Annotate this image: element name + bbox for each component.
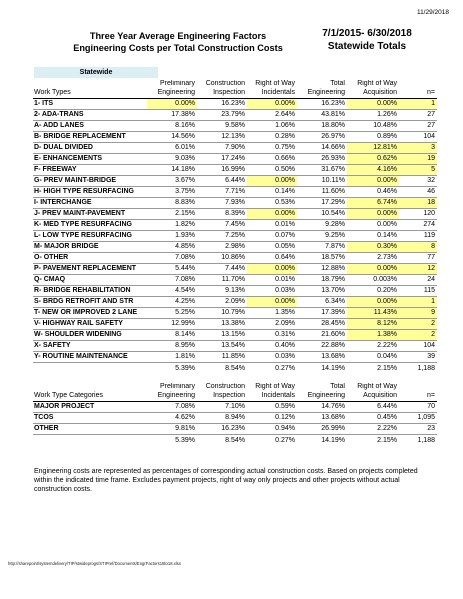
cell-prelim: 7.08% [147,402,197,413]
row-label: 1- ITS [33,99,147,110]
row-label: R- BRIDGE REHABILITATION [33,286,147,297]
cell-prelim: 0.00% [147,99,197,110]
cell-acq: 8.12% [347,319,399,330]
cell-prelim: 2.15% [147,209,197,220]
cell-constr: 8.94% [197,413,247,424]
cell-row: 0.14% [247,187,297,198]
cell-constr: 17.24% [197,154,247,165]
cell-constr: 9.13% [197,286,247,297]
cell-constr: 7.45% [197,220,247,231]
cell-total: 10.11% [297,176,347,187]
row-label: B- BRIDGE REPLACEMENT [33,132,147,143]
cell-acq: 0.003% [347,275,399,286]
table-row [33,319,437,330]
cat-total-acq: 2.15% [347,435,399,446]
table-row [33,176,437,187]
cell-acq: 0.00% [347,264,399,275]
period-range: 7/1/2015- 6/30/2018 [322,28,412,39]
row-label: M- MAJOR BRIDGE [33,242,147,253]
cell-prelim: 4.25% [147,297,197,308]
cell-row: 0.00% [247,297,297,308]
cell-acq: 0.46% [347,187,399,198]
cell-acq: 1.26% [347,110,399,121]
cell-constr: 7.71% [197,187,247,198]
table-row [33,275,437,286]
table-row [33,286,437,297]
cell-n: 120 [399,209,437,220]
cell-prelim: 3.75% [147,187,197,198]
cell-row: 0.59% [247,402,297,413]
report-title [68,30,288,54]
cell-acq: 0.30% [347,242,399,253]
row-label: A- ADD LANES [33,121,147,132]
cell-row: 0.40% [247,341,297,352]
cell-total: 14.76% [297,402,347,413]
cell-acq: 12.81% [347,143,399,154]
cell-row: 0.31% [247,330,297,341]
cat-total-prelim: 5.39% [147,435,197,446]
cell-total: 13.68% [297,413,347,424]
table-row [33,220,437,231]
cell-prelim: 8.16% [147,121,197,132]
cell-acq: 0.00% [347,220,399,231]
cell-n: 5 [399,165,437,176]
cell-constr: 16.23% [197,99,247,110]
col-constr-header: Construction Inspection [205,80,245,96]
row-label: TCOS [33,413,147,424]
col-row-header: Right of Way Incidentals [255,80,295,96]
row-label: H- HIGH TYPE RESURFACING [33,187,147,198]
total-n: 1,188 [399,363,437,374]
table-row [33,165,437,176]
table-row [33,143,437,154]
total-engineering: 14.19% [297,363,347,374]
cell-n: 77 [399,253,437,264]
cell-constr: 11.70% [197,275,247,286]
table-row [33,352,437,363]
cat-col-n-header: n= [427,391,435,399]
table-row [33,424,437,435]
cat-col-prelim-header: Preliminary Engineering [157,383,195,399]
cell-prelim: 12.99% [147,319,197,330]
cell-n: 23 [399,424,437,435]
cell-total: 13.70% [297,286,347,297]
cell-acq: 0.00% [347,209,399,220]
file-path: http://sharepoint/systemdelivery/TIP/stwideprogs/STIPref/Documents/EngrFactors18to18.xlsx [8,561,181,566]
cell-prelim: 1.81% [147,352,197,363]
cell-total: 18.79% [297,275,347,286]
cell-prelim: 7.08% [147,253,197,264]
cell-n: 104 [399,132,437,143]
cell-prelim: 4.62% [147,413,197,424]
categories-total-row [33,435,437,446]
cell-constr: 13.15% [197,330,247,341]
col-total-header: Total Engineering [307,80,345,96]
row-label: I- INTERCHANGE [33,198,147,209]
cell-acq: 2.73% [347,253,399,264]
cell-constr: 7.93% [197,198,247,209]
cell-acq: 6.44% [347,402,399,413]
cell-n: 3 [399,143,437,154]
cell-constr: 7.10% [197,402,247,413]
cell-total: 18.80% [297,121,347,132]
cell-prelim: 9.81% [147,424,197,435]
cell-acq: 0.20% [347,286,399,297]
col-prelim-header: Preliminary Engineering [157,80,195,96]
row-label: G- PREV MAINT-BRIDGE [33,176,147,187]
cell-row: 0.03% [247,352,297,363]
table-row [33,330,437,341]
cell-acq: 0.45% [347,413,399,424]
total-row: 0.27% [247,363,297,374]
cell-constr: 10.86% [197,253,247,264]
cell-constr: 7.25% [197,231,247,242]
cell-constr: 13.54% [197,341,247,352]
cell-constr: 7.44% [197,264,247,275]
cell-constr: 2.98% [197,242,247,253]
cell-n: 8 [399,242,437,253]
table-row [33,264,437,275]
table-row [33,121,437,132]
col-n-header: n= [427,88,435,96]
cat-col-row-header: Right of Way Incidentals [255,383,295,399]
cell-acq: 4.16% [347,165,399,176]
categories-header-row [33,383,437,402]
cell-n: 39 [399,352,437,363]
cell-prelim: 4.85% [147,242,197,253]
total-constr: 8.54% [197,363,247,374]
cell-acq: 2.22% [347,341,399,352]
work-types-total-row [33,363,437,374]
row-label: F- FREEWAY [33,165,147,176]
row-label: 2- ADA-TRANS [33,110,147,121]
cell-row: 2.09% [247,319,297,330]
row-label: E- ENHANCEMENTS [33,154,147,165]
cell-row: 0.64% [247,253,297,264]
table-row [33,297,437,308]
cell-n: 2 [399,330,437,341]
cell-n: 1 [399,297,437,308]
cell-row: 0.75% [247,143,297,154]
cell-constr: 9.58% [197,121,247,132]
cell-row: 0.01% [247,275,297,286]
cell-total: 17.39% [297,308,347,319]
cell-prelim: 5.25% [147,308,197,319]
table-row [33,253,437,264]
title-line-1: Three Year Average Engineering Factors [89,31,267,41]
cell-n: 70 [399,402,437,413]
row-label: W- SHOULDER WIDENING [33,330,147,341]
table-row [33,242,437,253]
cell-n: 2 [399,319,437,330]
cell-n: 1,095 [399,413,437,424]
cell-total: 6.34% [297,297,347,308]
row-label: MAJOR PROJECT [33,402,147,413]
cell-row: 0.28% [247,132,297,143]
cell-row: 0.50% [247,165,297,176]
title-line-2: Engineering Costs per Total Construction Costs [73,43,283,53]
cell-n: 19 [399,154,437,165]
cell-total: 17.29% [297,198,347,209]
cell-total: 12.88% [297,264,347,275]
cell-n: 18 [399,198,437,209]
cell-total: 9.25% [297,231,347,242]
cell-acq: 0.00% [347,99,399,110]
table-row [33,308,437,319]
period-scope: Statewide Totals [327,40,407,52]
cell-n: 32 [399,176,437,187]
cell-constr: 23.79% [197,110,247,121]
statewide-label: Statewide [34,67,158,78]
table-row [33,187,437,198]
col-acq-header: Right of Way Acquisition [357,80,397,96]
cell-row: 0.66% [247,154,297,165]
cell-total: 26.97% [297,132,347,143]
row-label: Y- ROUTINE MAINTENANCE [33,352,147,363]
row-label: Q- CMAQ [33,275,147,286]
total-prelim: 5.39% [147,363,197,374]
cell-n: 27 [399,110,437,121]
cell-constr: 16.23% [197,424,247,435]
cell-prelim: 14.56% [147,132,197,143]
table-row [33,198,437,209]
cell-row: 0.00% [247,264,297,275]
cat-total-constr: 8.54% [197,435,247,446]
cell-row: 1.35% [247,308,297,319]
table-row [33,341,437,352]
cat-total-row: 0.27% [247,435,297,446]
cell-row: 1.06% [247,121,297,132]
cell-total: 21.60% [297,330,347,341]
cell-prelim: 14.18% [147,165,197,176]
cell-constr: 2.09% [197,297,247,308]
cell-n: 115 [399,286,437,297]
cell-prelim: 9.03% [147,154,197,165]
cell-prelim: 1.82% [147,220,197,231]
cell-row: 0.05% [247,242,297,253]
table-row [33,402,437,413]
cell-prelim: 8.83% [147,198,197,209]
row-label: L- LOW TYPE RESURFACING [33,231,147,242]
row-label: OTHER [33,424,147,435]
cell-row: 0.12% [247,413,297,424]
cell-acq: 0.62% [347,154,399,165]
row-label: P- PAVEMENT REPLACEMENT [33,264,147,275]
cell-total: 7.87% [297,242,347,253]
cell-n: 27 [399,121,437,132]
cell-total: 14.66% [297,143,347,154]
cell-constr: 13.38% [197,319,247,330]
cell-row: 0.01% [247,220,297,231]
cell-acq: 1.38% [347,330,399,341]
row-label: J- PREV MAINT-PAVEMENT [33,209,147,220]
cell-constr: 12.13% [197,132,247,143]
cell-acq: 0.14% [347,231,399,242]
cat-total-engineering: 14.19% [297,435,347,446]
cat-col-acq-header: Right of Way Acquisition [357,383,397,399]
cell-row: 0.00% [247,209,297,220]
row-label: D- DUAL DIVIDED [33,143,147,154]
cell-prelim: 8.14% [147,330,197,341]
cell-constr: 10.79% [197,308,247,319]
cell-total: 13.68% [297,352,347,363]
categories-table [33,383,437,446]
cell-acq: 2.22% [347,424,399,435]
cell-prelim: 6.01% [147,143,197,154]
table-row [33,99,437,110]
cell-total: 10.54% [297,209,347,220]
table-row [33,209,437,220]
report-date: 11/29/2018 [416,9,449,16]
cell-row: 0.00% [247,176,297,187]
cat-col-total-header: Total Engineering [307,383,345,399]
footnote: Engineering costs are represented as percentages of corresponding actual construction costs. Based on projects completed within the indicated time frame. Excludes payment projects, right of way only projects and other projects without actual construction costs. [34,468,418,494]
cell-constr: 7.90% [197,143,247,154]
total-acq: 2.15% [347,363,399,374]
cell-prelim: 8.95% [147,341,197,352]
cell-acq: 0.00% [347,297,399,308]
cell-acq: 0.00% [347,176,399,187]
cell-acq: 0.04% [347,352,399,363]
cell-row: 0.00% [247,99,297,110]
cell-n: 46 [399,187,437,198]
cell-total: 26.99% [297,424,347,435]
categories-heading: Work Type Categories [34,391,103,399]
cell-prelim: 1.93% [147,231,197,242]
cell-n: 9 [399,308,437,319]
cell-n: 274 [399,220,437,231]
row-label: K- MED TYPE RESURFACING [33,220,147,231]
table-row [33,110,437,121]
cat-total-n: 1,188 [399,435,437,446]
cell-total: 26.93% [297,154,347,165]
cell-prelim: 7.08% [147,275,197,286]
row-label: T- NEW OR IMPROVED 2 LANE [33,308,147,319]
cell-constr: 6.44% [197,176,247,187]
table-row [33,413,437,424]
cell-acq: 11.43% [347,308,399,319]
row-label: V- HIGHWAY RAIL SAFETY [33,319,147,330]
row-label: O- OTHER [33,253,147,264]
row-label: S- BRDG RETROFIT AND STR [33,297,147,308]
cell-row: 0.03% [247,286,297,297]
cell-n: 24 [399,275,437,286]
cell-total: 22.88% [297,341,347,352]
table-row [33,231,437,242]
cell-acq: 0.89% [347,132,399,143]
cell-n: 104 [399,341,437,352]
cell-total: 31.67% [297,165,347,176]
work-types-header-row [33,80,437,99]
cell-total: 11.60% [297,187,347,198]
cell-prelim: 17.38% [147,110,197,121]
cell-n: 119 [399,231,437,242]
cell-row: 0.94% [247,424,297,435]
work-types-heading: Work Types [34,88,71,96]
cell-total: 16.23% [297,99,347,110]
cell-total: 43.81% [297,110,347,121]
row-label: X- SAFETY [33,341,147,352]
cell-total: 28.45% [297,319,347,330]
cell-prelim: 3.67% [147,176,197,187]
cell-constr: 11.85% [197,352,247,363]
cell-n: 1 [399,99,437,110]
work-types-table [33,80,437,374]
cell-prelim: 4.54% [147,286,197,297]
period-box [302,28,432,53]
cell-acq: 10.48% [347,121,399,132]
cell-n: 12 [399,264,437,275]
cell-row: 2.64% [247,110,297,121]
cell-prelim: 5.44% [147,264,197,275]
cell-row: 0.53% [247,198,297,209]
table-row [33,132,437,143]
table-row [33,154,437,165]
cat-col-constr-header: Construction Inspection [205,383,245,399]
cell-total: 18.57% [297,253,347,264]
cell-row: 0.07% [247,231,297,242]
cell-total: 9.28% [297,220,347,231]
cell-acq: 6.74% [347,198,399,209]
cell-constr: 16.99% [197,165,247,176]
cell-constr: 8.39% [197,209,247,220]
